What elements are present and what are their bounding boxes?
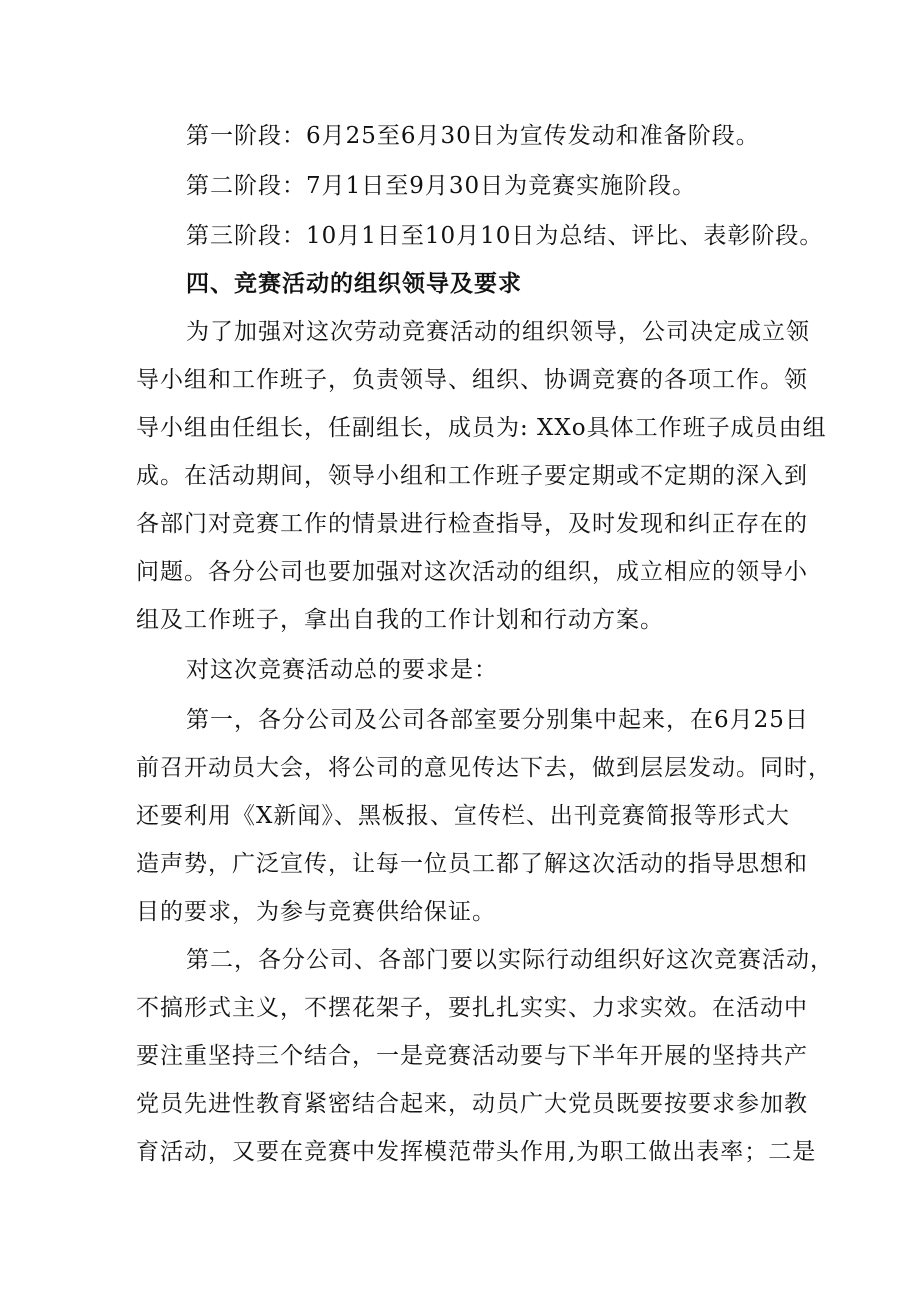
stage-3-line: 第三阶段：10月1日至10月10日为总结、评比、表彰阶段。 bbox=[186, 223, 824, 249]
paragraph-1-line: 问题。各分公司也要加强对这次活动的组织，成立相应的领导小 bbox=[136, 559, 808, 585]
paragraph-1-line: 导小组由任组长，任副组长，成员为: XXo具体工作班子成员由组 bbox=[136, 415, 827, 441]
paragraph-3-line: 育活动，又要在竞赛中发挥模范带头作用,为职工做出表率；二是 bbox=[136, 1139, 817, 1165]
paragraph-3-line: 要注重坚持三个结合，一是竞赛活动要与下半年开展的坚持共产 bbox=[136, 1043, 808, 1069]
stage-2-line: 第二阶段：7月1日至9月30日为竞赛实施阶段。 bbox=[186, 173, 697, 199]
paragraph-3-line: 党员先进性教育紧密结合起来，动员广大党员既要按要求参加教 bbox=[136, 1091, 808, 1117]
paragraph-2-line: 第一，各分公司及公司各部室要分别集中起来，在6月25日 bbox=[186, 707, 809, 733]
paragraph-2-line: 造声势，广泛宣传，让每一位员工都了解这次活动的指导思想和 bbox=[136, 851, 808, 877]
stage-1-line: 第一阶段：6月25至6月30日为宣传发动和准备阶段。 bbox=[186, 123, 760, 149]
paragraph-1-line: 成。在活动期间，领导小组和工作班子要定期或不定期的深入到 bbox=[136, 463, 808, 489]
paragraph-3-line: 第二，各分公司、各部门要以实际行动组织好这次竞赛活动， bbox=[186, 947, 834, 973]
paragraph-1-line: 各部门对竞赛工作的情景进行检查指导，及时发现和纠正存在的 bbox=[136, 511, 808, 537]
paragraph-2-line: 前召开动员大会，将公司的意见传达下去，做到层层发动。同时， bbox=[136, 755, 832, 781]
paragraph-2-line: 目的要求，为参与竞赛供给保证。 bbox=[136, 899, 496, 925]
paragraph-3-line: 不搞形式主义，不摆花架子，要扎扎实实、力求实效。在活动中 bbox=[136, 995, 808, 1021]
paragraph-2-line: 还要利用《X新闻》、黑板报、宣传栏、出刊竞赛简报等形式大 bbox=[136, 803, 790, 829]
paragraph-1-line: 组及工作班子，拿出自我的工作计划和行动方案。 bbox=[136, 607, 664, 633]
paragraph-1-line: 导小组和工作班子，负责领导、组织、协调竞赛的各项工作。领 bbox=[136, 367, 808, 393]
requirements-intro: 对这次竞赛活动总的要求是： bbox=[186, 657, 498, 683]
paragraph-1-line: 为了加强对这次劳动竞赛活动的组织领导，公司决定成立领 bbox=[186, 319, 810, 345]
section-heading: 四、竞赛活动的组织领导及要求 bbox=[186, 271, 522, 297]
